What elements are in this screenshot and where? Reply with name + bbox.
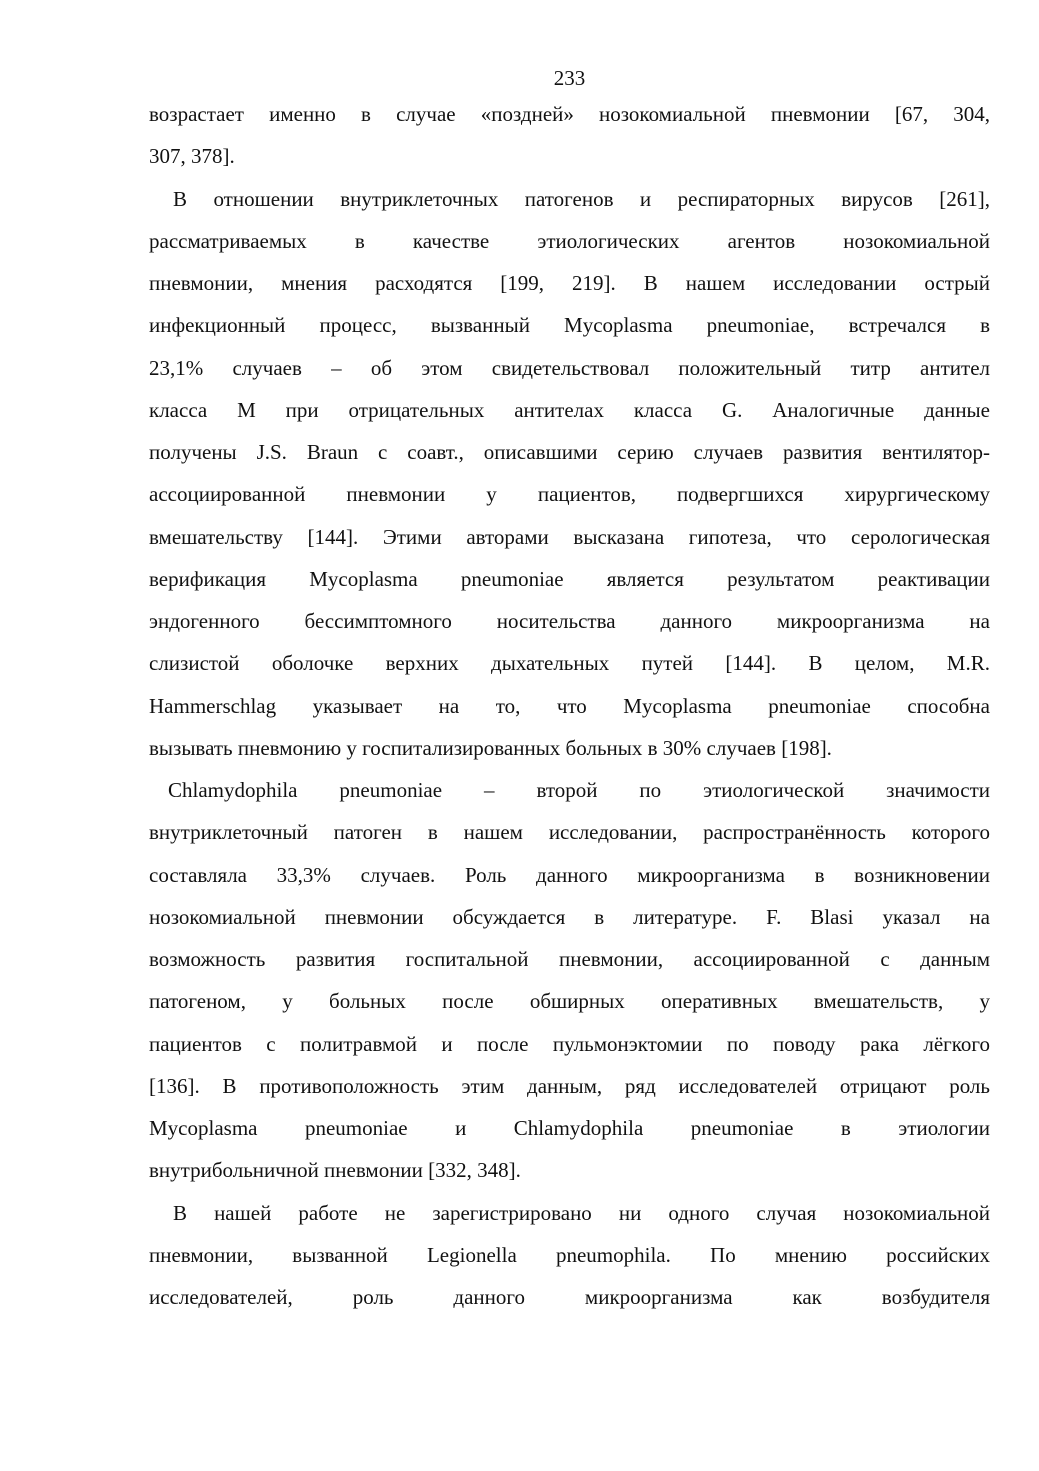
text-line: 23,1% случаев – об этом свидетельствовал положительный титр антител [149,356,990,380]
text-line: получены J.S. Braun с соавт., описавшими серию случаев развития вентилятор- [149,440,990,464]
text-line: пациентов с политравмой и после пульмонэктомии по поводу рака лёгкого [149,1032,990,1056]
text-line: ассоциированной пневмонии у пациентов, подвергшихся хирургическому [149,482,990,506]
text-line: [136]. В противоположность этим данным, ряд исследователей отрицают роль [149,1074,990,1098]
text-line: исследователей, роль данного микроорганизма как возбудителя [149,1285,990,1309]
text-line: пневмонии, вызванной Legionella pneumophila. По мнению российских [149,1243,990,1267]
text-line: класса M при отрицательных антителах класса G. Аналогичные данные [149,398,990,422]
text-line: 307, 378]. [149,144,235,168]
text-line: возможность развития госпитальной пневмонии, ассоциированной с данным [149,947,990,971]
text-line: вмешательству [144]. Этими авторами высказана гипотеза, что серологическая [149,525,990,549]
text-line: слизистой оболочке верхних дыхательных путей [144]. В целом, M.R. [149,651,990,675]
text-line: пневмонии, мнения расходятся [199, 219]. В нашем исследовании острый [149,271,990,295]
text-line: возрастает именно в случае «поздней» нозокомиальной пневмонии [67, 304, [149,102,990,126]
paragraph-first-line: В нашей работе не зарегистрировано ни одного случая нозокомиальной [173,1201,990,1225]
text-line: внутрибольничной пневмонии [332, 348]. [149,1158,521,1182]
text-line: вызывать пневмонию у госпитализированных больных в 30% случаев [198]. [149,736,832,760]
text-line: рассматриваемых в качестве этиологических агентов нозокомиальной [149,229,990,253]
text-line: верификация Mycoplasma pneumoniae является результатом реактивации [149,567,990,591]
text-line: составляла 33,3% случаев. Роль данного микроорганизма в возникновении [149,863,990,887]
paragraph-first-line: В отношении внутриклеточных патогенов и респираторных вирусов [261], [173,187,990,211]
page-number: 233 [553,66,586,90]
text-line: инфекционный процесс, вызванный Mycoplasma pneumoniae, встречался в [149,313,990,337]
text-line: Mycoplasma pneumoniae и Chlamydophila pneumoniae в этиологии [149,1116,990,1140]
text-line: эндогенного бессимптомного носительства данного микроорганизма на [149,609,990,633]
paragraph-first-line: Chlamydophila pneumoniae – второй по этиологической значимости [168,778,990,802]
text-line: нозокомиальной пневмонии обсуждается в литературе. F. Blasi указал на [149,905,990,929]
text-line: внутриклеточный патоген в нашем исследовании, распространённость которого [149,820,990,844]
text-line: патогеном, у больных после обширных оперативных вмешательств, у [149,989,990,1013]
text-line: Hammerschlag указывает на то, что Mycoplasma pneumoniae способна [149,694,990,718]
